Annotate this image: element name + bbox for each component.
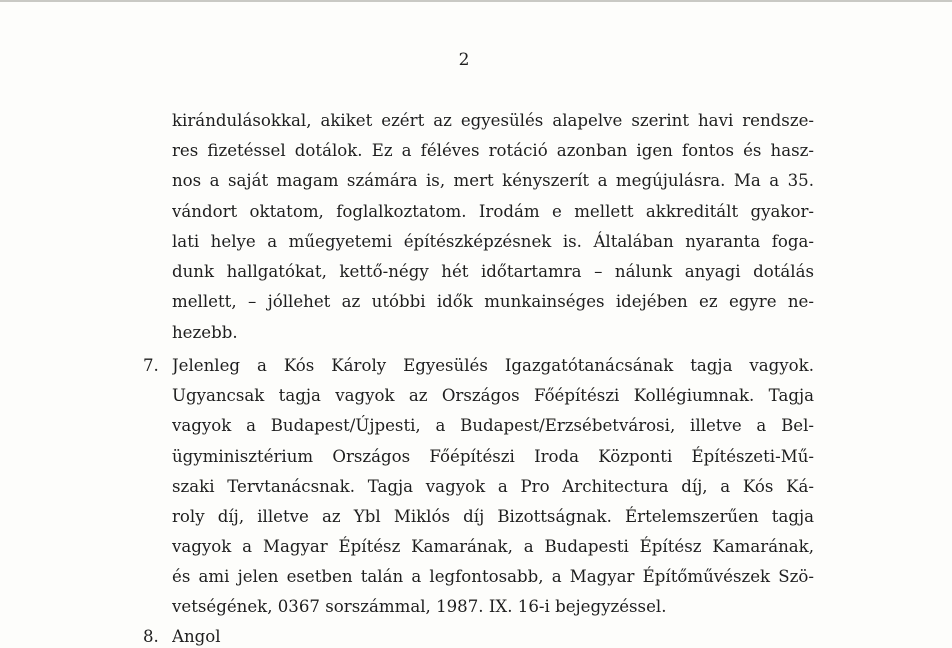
text-line: vetségének, 0367 sorszámmal, 1987. IX. 16-i bejegyzéssel. [172,597,667,616]
text-line: Angol [172,627,221,646]
text-line: Jelenleg a Kós Károly Egyesülés Igazgatótanácsának tagja vagyok. [172,356,814,375]
text-line: vagyok a Budapest/Újpesti, a Budapest/Erzsébetvárosi, illetve a Bel- [172,416,814,435]
text-line: kirándulásokkal, akiket ezért az egyesülés alapelve szerint havi rendsze- [172,111,814,130]
text-line: res fizetéssel dotálok. Ez a féléves rotáció azonban igen fontos és hasz- [172,141,814,160]
text-line: nos a saját magam számára is, mert kényszerít a megújulásra. Ma a 35. [172,171,814,190]
list-item-number: 7. [143,356,159,375]
text-line: Ugyancsak tagja vagyok az Országos Főépítészi Kollégiumnak. Tagja [172,386,814,405]
text-line: lati helye a műegyetemi építészképzésnek is. Általában nyaranta foga- [172,232,814,251]
text-line: hezebb. [172,323,238,342]
text-line: roly díj, illetve az Ybl Miklós díj Bizottságnak. Értelemszerűen tagja [172,507,814,526]
text-line: vagyok a Magyar Építész Kamarának, a Budapesti Építész Kamarának, [172,537,814,556]
text-line: mellett, – jóllehet az utóbbi idők munkainséges idejében ez egyre ne- [172,292,814,311]
page-top-edge [0,0,952,2]
text-line: ügyminisztérium Országos Főépítészi Iroda Központi Építészeti-Mű- [172,447,814,466]
text-line: dunk hallgatókat, kettő-négy hét időtartamra – nálunk anyagi dotálás [172,262,814,281]
page-number: 2 [458,50,470,70]
text-line: szaki Tervtanácsnak. Tagja vagyok a Pro Architectura díj, a Kós Ká- [172,477,814,496]
list-item-number: 8. [143,627,159,646]
text-line: vándort oktatom, foglalkoztatom. Irodám e mellett akkreditált gyakor- [172,202,814,221]
text-line: és ami jelen esetben talán a legfontosabb, a Magyar Építőművészek Szö- [172,567,814,586]
